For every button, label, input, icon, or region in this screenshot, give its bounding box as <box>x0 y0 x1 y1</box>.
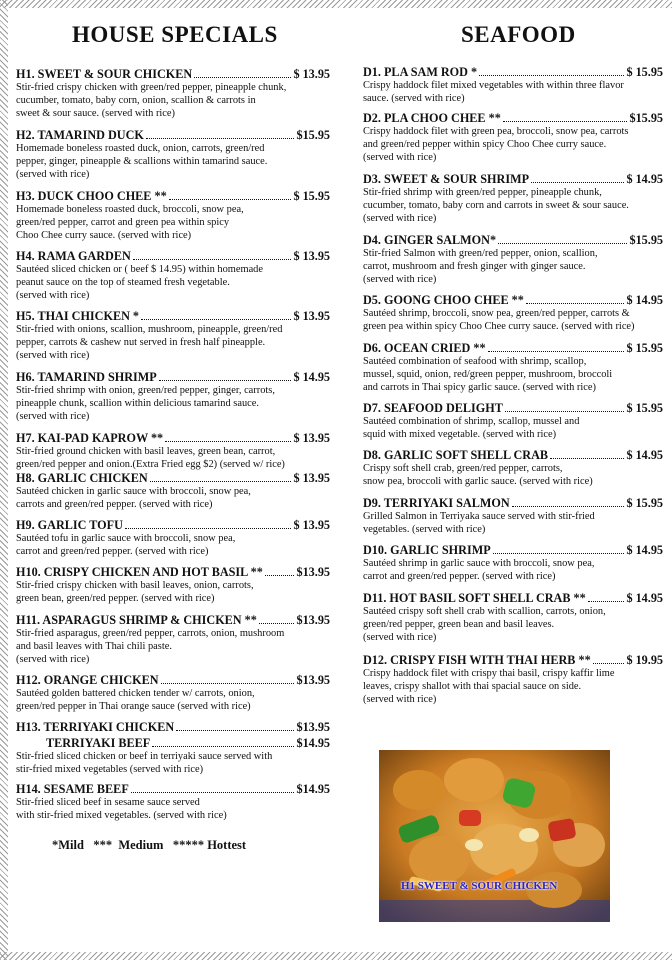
menu-item-name: H2. TAMARIND DUCK <box>16 128 144 142</box>
menu-item-description: Stir-fried sliced chicken or beef in terriyaki sauce served with <box>16 751 273 762</box>
menu-item-description: and basil leaves with Thai chili paste. <box>16 641 172 653</box>
menu-item-price: $14.95 <box>296 736 330 750</box>
menu-item-description: Stir-fried with onions, scallion, mushroom, pineapple, green/red <box>16 324 283 335</box>
menu-item-description: Crispy soft shell crab, green/red pepper, carrots, <box>363 463 563 474</box>
dot-leader <box>194 68 291 78</box>
dot-leader <box>150 472 292 482</box>
seafood-menu-item <box>363 591 663 645</box>
dot-leader <box>479 66 624 76</box>
menu-item-title <box>363 293 663 307</box>
menu-item-description: pepper, carrots & cashew nut served in fresh half pineapple. <box>16 337 266 349</box>
seafood-heading: SEAFOOD <box>461 22 576 47</box>
menu-item-price: $ 13.95 <box>293 518 330 532</box>
menu-item-title <box>363 172 663 186</box>
menu-item-name: D7. SEAFOOD DELIGHT <box>363 401 503 415</box>
house_specials-menu-item <box>16 736 330 776</box>
menu-item-description: (served with rice) <box>16 411 90 423</box>
menu-item-name: D12. CRISPY FISH WITH THAI HERB ** <box>363 653 591 667</box>
menu-item-name: H6. TAMARIND SHRIMP <box>16 370 157 384</box>
menu-item-description: carrot and green/red pepper. (served with rice) <box>16 546 209 558</box>
spice-legend: *Mild *** Medium ***** Hottest <box>52 838 247 852</box>
menu-item-title <box>363 401 663 415</box>
menu-item-description: (served with rice) <box>363 274 437 286</box>
menu-item-name: D1. PLA SAM ROD * <box>363 65 478 79</box>
menu-item-description: (served with rice) <box>16 169 90 181</box>
house_specials-menu-item <box>16 613 330 667</box>
menu-item-name: D3. SWEET & SOUR SHRIMP <box>363 172 530 186</box>
house-specials-heading: HOUSE SPECIALS <box>72 22 278 47</box>
menu-item-name: H1. SWEET & SOUR CHICKEN <box>16 67 193 81</box>
menu-item-price: $15.95 <box>629 233 663 247</box>
menu-item-description: peanut sauce on the top of steamed fresh vegetable. <box>16 277 230 289</box>
menu-item-description: squid with mixed vegetable. (served with rice) <box>363 429 557 441</box>
seafood-menu-item <box>363 496 663 536</box>
menu-item-price: $ 15.95 <box>293 189 330 203</box>
menu-item-title <box>16 249 330 263</box>
bottom-border <box>0 952 672 960</box>
dot-leader <box>512 497 625 507</box>
menu-item-title <box>363 233 663 247</box>
photo-caption: H1 SWEET & SOUR CHICKEN <box>401 880 558 892</box>
menu-item-title <box>363 591 663 605</box>
top-border <box>0 0 672 8</box>
menu-item-description: Sautéed golden battered chicken tender w/ carrots, onion, <box>16 688 255 699</box>
menu-item-description: Sautéed sliced chicken or ( beef $ 14.95) within homemade <box>16 264 263 275</box>
menu-item-description: Stir-fried shrimp with onion, green/red pepper, ginger, carrots, <box>16 385 275 396</box>
menu-item-name: H10. CRISPY CHICKEN AND HOT BASIL ** <box>16 565 263 579</box>
menu-item-description: Sautéed chicken in garlic sauce with broccoli, snow pea, <box>16 486 251 497</box>
menu-item-description: pepper, ginger, pineapple & scallions within tamarind sauce. <box>16 156 268 168</box>
dot-leader <box>169 190 292 200</box>
menu-item-title <box>16 67 330 81</box>
menu-item-description: Choo Chee curry sauce. (served with rice) <box>16 230 192 242</box>
dot-leader <box>505 402 625 412</box>
menu-item-description: carrots and green/red pepper. (served with rice) <box>16 499 213 511</box>
menu-item-title <box>16 309 330 323</box>
dot-leader <box>531 173 624 183</box>
house_specials-menu-item <box>16 128 330 182</box>
menu-item-title <box>16 431 330 445</box>
menu-item-description: Grilled Salmon in Terriyaka sauce served with stir-fried <box>363 511 595 522</box>
menu-item-title <box>16 565 330 579</box>
menu-item-price: $ 14.95 <box>626 172 663 186</box>
menu-item-title <box>363 341 663 355</box>
menu-item-name: H8. GARLIC CHICKEN <box>16 471 148 485</box>
menu-item-title <box>363 111 663 125</box>
menu-item-description: green/red pepper, green bean and basil leaves. <box>363 619 555 631</box>
seafood-menu-item <box>363 448 663 488</box>
menu-item-description: Homemade boneless roasted duck, broccoli, snow pea, <box>16 204 244 215</box>
seafood-menu-item <box>363 111 663 165</box>
menu-item-description: carrot, mushroom and fresh ginger with ginger sauce. <box>363 261 586 273</box>
house_specials-menu-item <box>16 309 330 363</box>
menu-item-description: Sautéed tofu in garlic sauce with broccoli, snow pea, <box>16 533 236 544</box>
menu-item-name: D8. GARLIC SOFT SHELL CRAB <box>363 448 549 462</box>
dot-leader <box>133 250 292 260</box>
menu-item-description: green/red pepper in Thai orange sauce (served with rice) <box>16 701 251 713</box>
menu-item-description: (served with rice) <box>16 654 90 666</box>
house_specials-menu-item <box>16 189 330 243</box>
menu-item-description: Sautéed crispy soft shell crab with scallion, carrots, onion, <box>363 606 606 617</box>
dot-leader <box>265 566 295 576</box>
menu-item-description: sauce. (served with rice) <box>363 93 465 105</box>
menu-item-description: green/red pepper and onion.(Extra Fried egg $2) (served w/ rice) <box>16 459 285 471</box>
seafood-menu-item <box>363 653 663 707</box>
dot-leader <box>259 614 295 624</box>
menu-item-price: $ 14.95 <box>626 591 663 605</box>
menu-item-description: Sautéed shrimp in garlic sauce with broccoli, snow pea, <box>363 558 595 569</box>
menu-item-price: $ 13.95 <box>293 309 330 323</box>
seafood-menu-item <box>363 172 663 226</box>
menu-item-name: D10. GARLIC SHRIMP <box>363 543 491 557</box>
menu-item-title <box>363 448 663 462</box>
house_specials-menu-item <box>16 518 330 558</box>
menu-item-description: Stir-fried sliced beef in sesame sauce served <box>16 797 200 808</box>
menu-item-name: H3. DUCK CHOO CHEE ** <box>16 189 167 203</box>
dot-leader <box>159 371 292 381</box>
menu-item-name: D9. TERRIYAKI SALMON <box>363 496 510 510</box>
menu-item-description: and carrots in Thai spicy garlic sauce. (served with rice) <box>363 382 596 394</box>
menu-item-title <box>16 189 330 203</box>
menu-item-description: green pea within spicy Choo Chee curry sauce. (served with rice) <box>363 321 635 333</box>
menu-item-description: snow pea, broccoli with garlic sauce. (served with rice) <box>363 476 593 488</box>
menu-item-title <box>16 782 330 796</box>
menu-item-price: $ 13.95 <box>293 431 330 445</box>
menu-item-name: D6. OCEAN CRIED ** <box>363 341 486 355</box>
menu-item-title <box>16 128 330 142</box>
seafood-menu-item <box>363 543 663 583</box>
dot-leader <box>503 112 628 122</box>
menu-item-title <box>16 613 330 627</box>
seafood-menu-item <box>363 65 663 105</box>
menu-item-title <box>363 653 663 667</box>
dot-leader <box>146 129 295 139</box>
menu-item-description: carrot and green/red pepper. (served with rice) <box>363 571 556 583</box>
seafood-menu-item <box>363 293 663 333</box>
menu-item-description: Crispy haddock filet with crispy thai basil, crispy kaffir lime <box>363 668 615 679</box>
house_specials-menu-item <box>16 720 330 734</box>
menu-item-description: Crispy haddock filet with green pea, broccoli, snow pea, carrots <box>363 126 629 137</box>
dot-leader <box>526 294 625 304</box>
menu-item-name: H14. SESAME BEEF <box>16 782 129 796</box>
dot-leader <box>550 449 624 459</box>
seafood-menu-item <box>363 401 663 441</box>
menu-item-name: TERRIYAKI BEEF <box>46 736 151 750</box>
menu-item-description: (served with rice) <box>363 694 437 706</box>
menu-item-description: (served with rice) <box>16 290 90 302</box>
menu-item-title <box>16 370 330 384</box>
menu-item-name: H11. ASPARAGUS SHRIMP & CHICKEN ** <box>16 613 257 627</box>
menu-item-price: $ 13.95 <box>293 471 330 485</box>
dot-leader <box>131 783 295 793</box>
house_specials-menu-item <box>16 370 330 424</box>
seafood-menu-item <box>363 341 663 395</box>
menu-item-description: stir-fried mixed vegetables (served with rice) <box>16 764 204 776</box>
menu-item-description: Crispy haddock filet mixed vegetables with within three flavor <box>363 80 624 91</box>
dot-leader <box>141 310 291 320</box>
menu-item-description: Sautéed combination of seafood with shrimp, scallop, <box>363 356 587 367</box>
menu-item-name: H4. RAMA GARDEN <box>16 249 131 263</box>
menu-item-price: $15.95 <box>629 111 663 125</box>
menu-item-description: (served with rice) <box>363 632 437 644</box>
menu-item-description: leaves, crispy shallot with thai spacial sauce on side. <box>363 681 582 693</box>
menu-item-description: and green/red pepper within spicy Choo Chee curry sauce. <box>363 139 607 151</box>
menu-item-description: (served with rice) <box>16 350 90 362</box>
menu-item-name: D11. HOT BASIL SOFT SHELL CRAB ** <box>363 591 586 605</box>
dot-leader <box>493 544 625 554</box>
menu-item-price: $ 15.95 <box>626 65 663 79</box>
menu-item-price: $14.95 <box>296 782 330 796</box>
menu-item-price: $ 14.95 <box>293 370 330 384</box>
dot-leader <box>176 721 294 731</box>
menu-item-title <box>363 543 663 557</box>
menu-item-name: H5. THAI CHICKEN * <box>16 309 140 323</box>
dot-leader <box>152 737 294 747</box>
sweet-sour-chicken-photo <box>379 750 610 922</box>
house_specials-menu-item <box>16 565 330 605</box>
menu-item-description: sweet & sour sauce. (served with rice) <box>16 108 175 120</box>
menu-item-title <box>363 496 663 510</box>
menu-item-description: Sautéed combination of shrimp, scallop, mussel and <box>363 416 580 427</box>
house_specials-menu-item <box>16 67 330 121</box>
dot-leader <box>165 432 291 442</box>
dot-leader <box>588 592 625 602</box>
menu-item-name: D5. GOONG CHOO CHEE ** <box>363 293 524 307</box>
menu-item-description: cucumber, tomato, baby corn and carrots in sweet & sour sauce. <box>363 200 629 212</box>
menu-item-title <box>16 471 330 485</box>
house_specials-menu-item <box>16 431 330 471</box>
dot-leader <box>488 342 625 352</box>
house_specials-menu-item <box>16 782 330 822</box>
menu-item-price: $13.95 <box>296 673 330 687</box>
menu-item-title <box>16 518 330 532</box>
menu-item-price: $ 14.95 <box>626 448 663 462</box>
menu-item-description: with stir-fried mixed vegetables. (served with rice) <box>16 810 227 822</box>
menu-item-description: Homemade boneless roasted duck, onion, carrots, green/red <box>16 143 265 154</box>
menu-item-title <box>16 673 330 687</box>
dot-leader <box>161 674 295 684</box>
menu-item-description: Stir-fried crispy chicken with green/red pepper, pineapple chunk, <box>16 82 287 93</box>
dot-leader <box>125 519 292 529</box>
food-photo-icon <box>379 750 610 922</box>
menu-item-description: Stir-fried crispy chicken with basil leaves, onion, carrots, <box>16 580 254 591</box>
menu-item-description: green/red pepper, carrot and green pea within spicy <box>16 217 230 229</box>
menu-item-price: $ 13.95 <box>293 67 330 81</box>
menu-item-name: H9. GARLIC TOFU <box>16 518 123 532</box>
menu-item-description: mussel, squid, onion, red/green pepper, mushroom, broccoli <box>363 369 613 381</box>
menu-item-price: $ 19.95 <box>626 653 663 667</box>
menu-item-description: Stir-fried asparagus, green/red pepper, carrots, onion, mushroom <box>16 628 285 639</box>
menu-item-price: $ 14.95 <box>626 543 663 557</box>
menu-item-name: H7. KAI-PAD KAPROW ** <box>16 431 164 445</box>
menu-item-price: $ 13.95 <box>293 249 330 263</box>
house_specials-menu-item <box>16 471 330 511</box>
house_specials-menu-item <box>16 673 330 713</box>
menu-item-name: D2. PLA CHOO CHEE ** <box>363 111 501 125</box>
house_specials-menu-item <box>16 249 330 303</box>
dot-leader <box>498 234 627 244</box>
menu-item-price: $ 14.95 <box>626 293 663 307</box>
seafood-menu-item <box>363 233 663 287</box>
menu-item-description: Sautéed shrimp, broccoli, snow pea, green/red pepper, carrots & <box>363 308 630 319</box>
menu-item-name: H12. ORANGE CHICKEN <box>16 673 159 687</box>
menu-item-description: pineapple chunk, scallion within delicious tamarind sauce. <box>16 398 259 410</box>
menu-item-price: $15.95 <box>296 128 330 142</box>
menu-item-description: Stir-fried Salmon with green/red pepper, onion, scallion, <box>363 248 598 259</box>
dot-leader <box>593 654 625 664</box>
menu-item-description: vegetables. (served with rice) <box>363 524 486 536</box>
menu-item-description: green bean, green/red pepper. (served with rice) <box>16 593 215 605</box>
menu-item-price: $ 15.95 <box>626 341 663 355</box>
menu-item-title <box>16 720 330 734</box>
menu-item-price: $ 15.95 <box>626 401 663 415</box>
menu-item-name: D4. GINGER SALMON* <box>363 233 497 247</box>
menu-item-description: (served with rice) <box>363 213 437 225</box>
menu-item-description: Stir-fried ground chicken with basil leaves, green bean, carrot, <box>16 446 276 457</box>
menu-item-name: H13. TERRIYAKI CHICKEN <box>16 720 175 734</box>
menu-item-description: cucumber, tomato, baby corn, onion, scallion & carrots in <box>16 95 256 107</box>
menu-item-price: $13.95 <box>296 720 330 734</box>
menu-item-title <box>363 65 663 79</box>
menu-item-price: $ 15.95 <box>626 496 663 510</box>
menu-item-description: Stir-fried shrimp with green/red pepper, pineapple chunk, <box>363 187 602 198</box>
menu-item-price: $13.95 <box>296 613 330 627</box>
menu-item-title <box>16 736 330 750</box>
menu-item-price: $13.95 <box>296 565 330 579</box>
menu-item-description: (served with rice) <box>363 152 437 164</box>
left-border <box>0 0 8 960</box>
